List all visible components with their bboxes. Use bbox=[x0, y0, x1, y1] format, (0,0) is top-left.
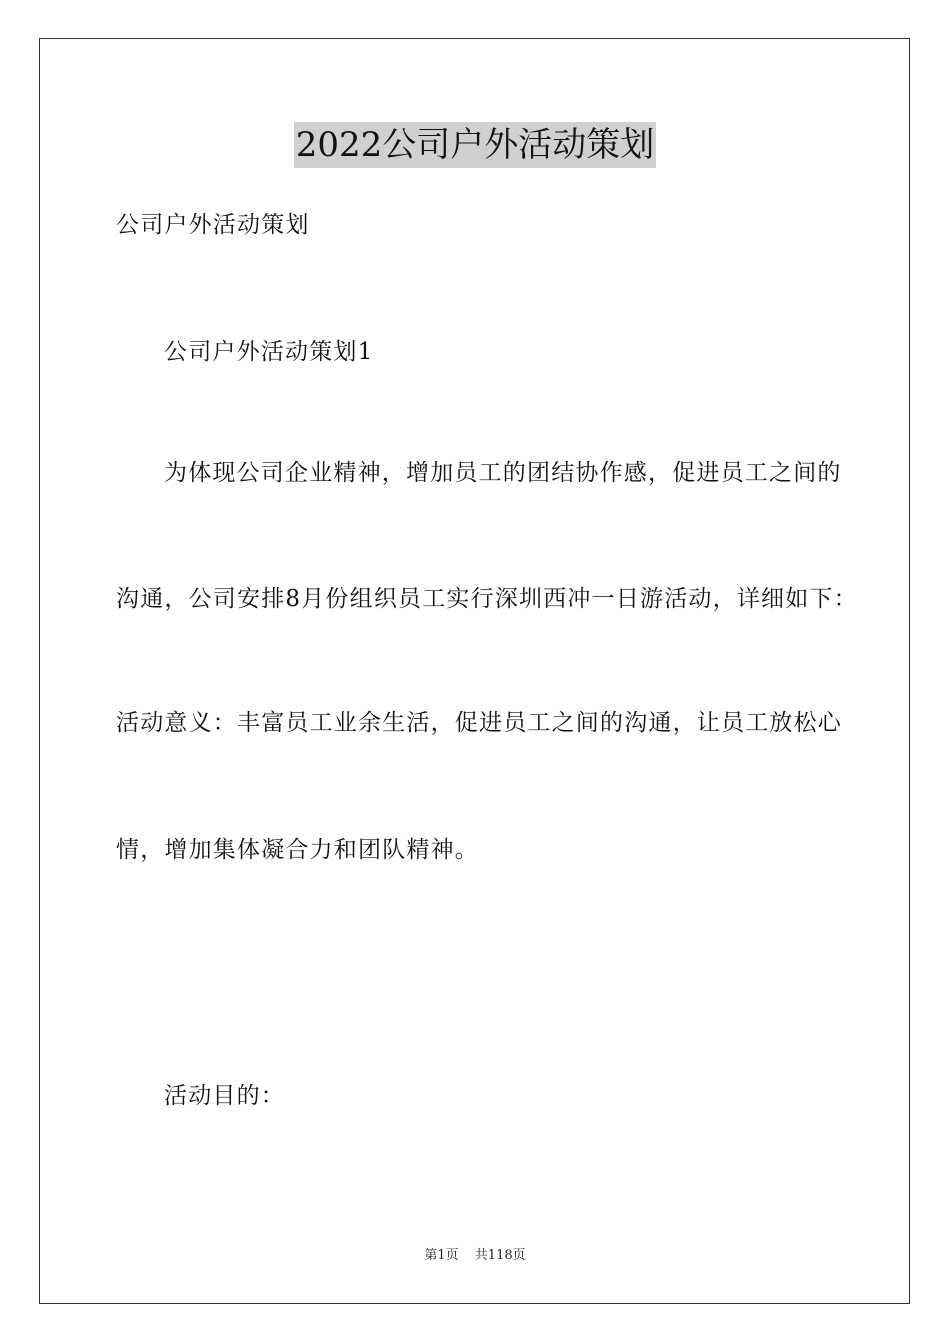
page-footer bbox=[0, 1247, 950, 1265]
document-title: 2022公司户外活动策划 bbox=[294, 122, 657, 168]
body-line-3: 活动意义：丰富员工业余生活，促进员工之间的沟通，让员工放松心 bbox=[116, 710, 842, 736]
document-subtitle: 公司户外活动策划 bbox=[116, 212, 310, 238]
page-total: 共118页 bbox=[474, 1248, 526, 1263]
body-line-1: 为体现公司企业精神，增加员工的团结协作感，促进员工之间的 bbox=[164, 460, 842, 486]
next-section-heading: 活动目的： bbox=[164, 1083, 285, 1109]
body-line-2: 沟通，公司安排8月份组织员工实行深圳西冲一日游活动，详细如下： bbox=[116, 586, 858, 612]
body-line-4: 情，增加集体凝合力和团队精神。 bbox=[116, 837, 479, 863]
page-number: 第1页 bbox=[424, 1248, 459, 1263]
title-container bbox=[0, 122, 950, 168]
section-heading: 公司户外活动策划1 bbox=[164, 339, 374, 365]
